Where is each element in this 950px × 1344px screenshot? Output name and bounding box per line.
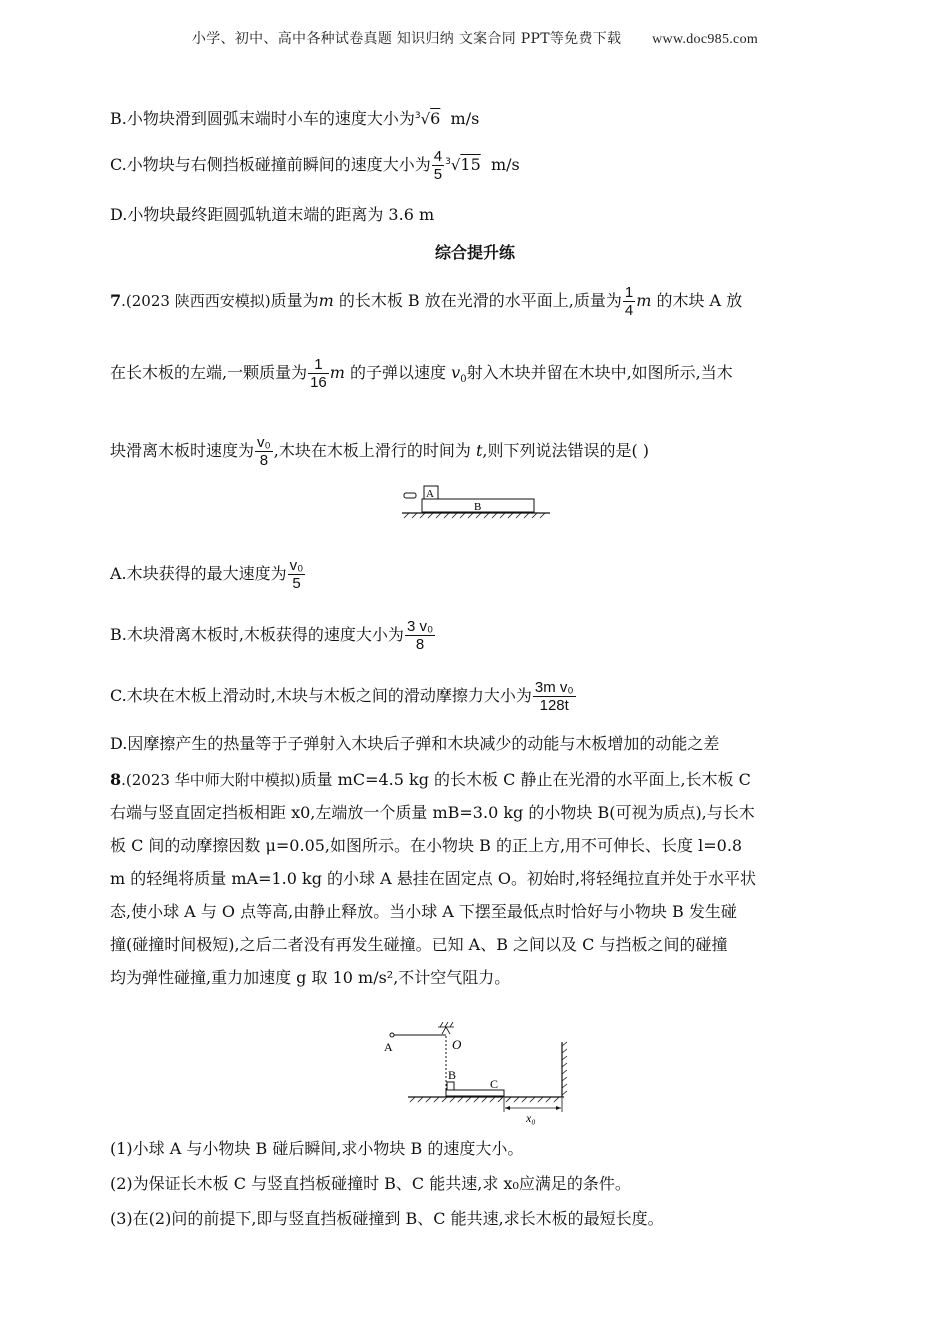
q7-source: .(2023 陕西西安模拟)	[121, 292, 271, 310]
fraction-num: 3 v₀	[406, 618, 434, 635]
fraction-den: 5	[433, 166, 443, 183]
subscript: 0	[460, 374, 467, 386]
label-c: C	[490, 1077, 499, 1091]
section-title: 综合提升练	[434, 243, 515, 262]
ground-hatch	[404, 513, 545, 518]
q7-number: 7	[110, 291, 122, 310]
q8-line2: 右端与竖直固定挡板相距 x0,左端放一个质量 mB=3.0 kg 的小物块 B(可视为质点),与长木	[110, 803, 755, 822]
fraction-den: 8	[259, 452, 269, 469]
wall-hatch	[562, 1042, 567, 1095]
label-b: B	[448, 1068, 457, 1082]
option-text: C.木块在木板上滑动时,木块与木板之间的滑动摩擦力大小为	[110, 686, 532, 705]
q7-option-a	[110, 557, 306, 592]
q8-line3: 板 C 间的动摩擦因数 μ=0.05,如图所示。在小物块 B 的正上方,用不可伸长、长度 l=0.8	[110, 836, 743, 855]
root-index: 3	[414, 111, 421, 121]
fraction-den: 8	[415, 636, 425, 653]
fraction-num: v₀	[289, 557, 304, 574]
var-m: m	[636, 291, 652, 310]
fraction-den: 128t	[539, 697, 569, 714]
radicand: 15	[460, 155, 481, 174]
q8-sub3: (3)在(2)问的前提下,即与竖直挡板碰撞到 B、C 能共速,求长木板的最短长度。	[110, 1209, 664, 1228]
fraction-num: 1	[308, 356, 329, 374]
label-a: A	[426, 488, 434, 500]
fraction-den: 16	[310, 374, 327, 391]
q7-text: ,则下列说法错误的是( )	[482, 441, 650, 460]
dim-arrow-left	[505, 1106, 510, 1110]
q8-line7: 均为弹性碰撞,重力加速度 g 取 10 m/s²,不计空气阻力。	[110, 968, 511, 987]
label-b: B	[474, 501, 482, 513]
q7-text: 的木块 A 放	[651, 291, 743, 310]
cube-root-symbol: $^3$√	[414, 110, 431, 128]
q8-line4: m 的轻绳将质量 mA=1.0 kg 的小球 A 悬挂在固定点 O。初始时,将轻绳拉直并处于水平状	[110, 869, 757, 888]
prev-option-c	[110, 148, 520, 183]
q8-figure	[378, 1022, 574, 1126]
q8-line1	[110, 768, 751, 792]
fraction-den: 4	[624, 302, 634, 319]
ceiling-support	[438, 1022, 454, 1034]
q7-text: 射入木块并留在木块中,如图所示,当木	[466, 363, 733, 382]
var-m: m	[329, 363, 345, 382]
q8-line5: 态,使小球 A 与 O 点等高,由静止释放。当小球 A 下摆至最低点时恰好与小物块 B 发生碰	[110, 902, 737, 921]
fraction	[255, 434, 273, 469]
dim-arrow-right	[556, 1106, 561, 1110]
q7-line2	[110, 356, 733, 392]
label-o: O	[452, 1037, 462, 1052]
bullet-shape	[404, 493, 416, 498]
fraction	[623, 284, 635, 319]
q8-sub1: (1)小球 A 与小物块 B 碰后瞬间,求小物块 B 的速度大小。	[110, 1139, 524, 1158]
q7-option-b	[110, 618, 436, 653]
option-text: B.木块滑离木板时,木板获得的速度大小为	[110, 625, 404, 644]
fraction-num: 3m v₀	[534, 679, 574, 696]
q7-text: 块滑离木板时速度为	[110, 441, 255, 460]
fraction	[405, 618, 435, 653]
fraction	[533, 679, 576, 714]
prev-option-b	[110, 104, 479, 131]
q8-sub2: (2)为保证长木板 C 与竖直挡板碰撞时 B、C 能共速,求 x₀应满足的条件。	[110, 1174, 631, 1193]
q7-figure	[398, 480, 554, 520]
q8-line6: 撞(碰撞时间极短),之后二者没有再发生碰撞。已知 A、B 之间以及 C 与挡板之间的碰撞	[110, 935, 728, 954]
q7-line1	[110, 284, 742, 319]
var-t: t	[475, 441, 483, 460]
q8-source: .(2023 华中师大附中模拟)	[121, 771, 301, 789]
fraction	[432, 148, 444, 183]
unit: m/s	[450, 109, 480, 128]
var-v: v	[451, 363, 461, 382]
q7-text: 的子弹以速度	[344, 363, 452, 382]
ball-a	[390, 1033, 394, 1037]
ground-hatch	[410, 1097, 559, 1102]
q7-text: ,木块在木板上滑行的时间为	[273, 441, 476, 460]
option-text: A.木块获得的最大速度为	[110, 564, 287, 583]
q7-text: 的长木板 B 放在光滑的水平面上,质量为	[333, 291, 622, 310]
q7-option-d: D.因摩擦产生的热量等于子弹射入木块后子弹和木块减少的动能与木板增加的动能之差	[110, 734, 720, 753]
q8-text: 质量 mC=4.5 kg 的长木板 C 静止在光滑的水平面上,长木板 C	[300, 770, 751, 789]
prev-option-c-text: C.小物块与右侧挡板碰撞前瞬间的速度大小为	[110, 155, 431, 174]
block-b	[447, 1082, 454, 1090]
fraction-num: 4	[433, 148, 443, 165]
q8-number: 8	[110, 770, 122, 789]
label-x0: x₀	[526, 1111, 536, 1125]
fraction-den: 5	[292, 575, 301, 592]
radicand: 6	[430, 109, 441, 128]
fraction	[308, 356, 329, 391]
q7-text: 质量为	[270, 291, 319, 310]
header-site: www.doc985.com	[652, 32, 759, 47]
cube-root-symbol: $^3$√	[445, 156, 461, 174]
prev-option-d: D.小物块最终距圆弧轨道末端的距离为 3.6 m	[110, 205, 435, 224]
page-header	[0, 28, 950, 48]
fraction	[288, 557, 306, 592]
label-a: A	[384, 1040, 393, 1054]
header-text: 小学、初中、高中各种试卷真题 知识归纳 文案合同 PPT等免费下载	[191, 31, 622, 47]
q7-option-c	[110, 679, 577, 714]
fraction-num: v₀	[257, 434, 271, 451]
var-m: m	[318, 291, 334, 310]
prev-option-b-text: B.小物块滑到圆弧末端时小车的速度大小为	[110, 109, 415, 128]
unit: m/s	[490, 155, 520, 174]
fraction-num: 1	[624, 284, 634, 301]
q7-text: 在长木板的左端,一颗质量为	[110, 363, 308, 382]
root-index: 3	[445, 157, 451, 167]
q7-line3	[110, 434, 649, 469]
